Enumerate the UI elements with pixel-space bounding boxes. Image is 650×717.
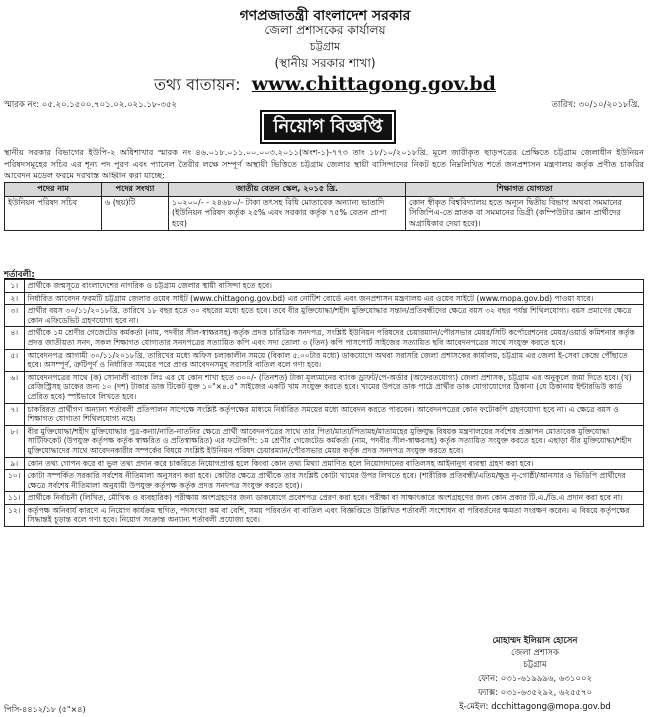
condition-text: প্রার্থীকে জন্মসূত্রে বাংলাদেশের নাগরিক ও চট্টগ্রাম জেলার স্থায়ী বাসিন্দা হতে হবে। bbox=[24, 280, 643, 293]
condition-number: ১০। bbox=[5, 470, 25, 492]
condition-number: ৫। bbox=[5, 349, 25, 371]
condition-number: ২। bbox=[5, 292, 25, 305]
list-item bbox=[5, 403, 644, 425]
table-row bbox=[5, 196, 644, 231]
signatory-place: চট্টগ্রাম bbox=[523, 660, 547, 670]
header-post-count: পদের সংখ্যা bbox=[102, 183, 169, 197]
condition-text: বীর মুক্তিযোদ্ধা/শহীদ মুক্তিযোদ্ধার পুত্র-কন্যা/নাতি-নাতনির ক্ষেত্রে প্রার্থী আবেদনপত্রের সাথে তার পিতা/মাতা/পিতামহ/মাতামহের মুক্তিযুদ্ধ বিষয়ক মন্ত্রণালয়ের সর্বশেষ প্রজ্ঞাপন মোতাবেক মুক্তিযোদ্ধা সার্টিফিকেট (উপযুক্ত কর্তৃপক্ষ কর্তৃক স্বাক্ষরিত ও প্রতিস্বাক্ষরিত) এর ফটোকপি: ১ম শ্রেণীর গেজেটেড কর্মকর্তা (নাম, পদবীর সীল-স্বাক্ষরসহ) কর্তৃক সত্যায়িত সংযুক্ত করতে হবে। এছাড়া বীর মুক্তিযোদ্ধা/শহীদ মুক্তিযোদ্ধাদের সাথে আবেদনকারীর সম্পর্কের বিষয়ে সংশ্লিষ্ট ইউনিয়ন পরিষদ চেয়ারম্যান/পৌরসভার মেয়র কর্তৃক প্রদত্ত সনদপত্র সংযুক্ত করতে হবে। bbox=[24, 425, 643, 457]
signatory-fax: ফ্যাক্স: ০৩১-৬৩৫২৯২, ৬২৫৫৭০ bbox=[477, 688, 593, 698]
condition-number: ১১। bbox=[5, 492, 25, 505]
info-portal-label: তথ্য বাতায়ন: bbox=[154, 75, 241, 94]
condition-number: ৮। bbox=[5, 425, 25, 457]
list-item bbox=[5, 305, 644, 327]
condition-text: কোটা সম্পর্কিত সরকারি সর্বশেষ নীতিমালা অনুসরণ করা হবে। কোটার ক্ষেত্রে প্রার্থীকে তার সংশ্লিষ্ট কোটা খামের উপর লিখতে হবে। (শারীরিক প্রতিবন্ধী/এতিম/ক্ষুদ্র নৃ-গোষ্ঠী/আনসার ও ভিডিপি প্রার্থীদের ক্ষেত্রে সর্বশেষ নীতিমালা অনুযায়ী উপযুক্ত কর্তৃপক্ষ কর্তৃক প্রদত্ত সনদপত্র সংযুক্ত করতে হবে)। bbox=[24, 470, 643, 492]
signatory-phone: ফোন: ০৩১-৬১৯৯৯৬, ৬৩১০০২ bbox=[477, 674, 593, 684]
condition-number: ১২। bbox=[5, 504, 25, 526]
signatory-title: জেলা প্রশাসক bbox=[511, 648, 559, 658]
condition-text: কোন তথ্য গোপন করে বা ভুল তথ্য প্রদান করে চাকরিতে নিয়োগপ্রাপ্ত হলে কিংবা কোন তথ্য মিথ্যা প্রমাণিত হলে নিয়োগদানের বাতিলসহ আইনানুগ ব্যবস্থা গ্রহণ করা হবে। bbox=[24, 457, 643, 470]
condition-number: ১। bbox=[5, 280, 25, 293]
list-item bbox=[5, 425, 644, 457]
signatory-email[interactable]: ই-মেইল: dcchittagong@mopa.gov.bd bbox=[459, 702, 611, 712]
list-item bbox=[5, 504, 644, 526]
memo-number: স্মারক নং: ০৫.২০.১৫০০.৭০১.০২.০২১.১৮-৩৫২ bbox=[4, 100, 178, 110]
info-portal-line bbox=[0, 72, 650, 99]
condition-number: ৪। bbox=[5, 327, 25, 349]
list-item bbox=[5, 492, 644, 505]
post-name-cell: ইউনিয়ন পরিষদ সচিব bbox=[5, 196, 102, 231]
post-count-cell: ৬ (ছয়)টি bbox=[102, 196, 169, 231]
qualification-cell: কোন স্বীকৃত বিশ্ববিদ্যালয় হতে অন্যূন দ্বিতীয় বিভাগ অথবা সমমানের সিজিপিএ-তে স্নাতক বা সমমানের ডিগ্রী (কম্পিউটার জ্ঞান প্রার্থীদের অগ্রাধিকার দেয়া হবে)। bbox=[406, 196, 644, 231]
condition-text: আবেদনপত্রের সাথে (ক) সোনালী ব্যাংক লিঃ এর যে কোন শাখা হতে ৩০০/- (তিনশত) টাকা মূল্যমানের ব্যাংক ড্রাফট/পে-অর্ডার (অফেরতযোগ্য) জেলা প্রশাসক, চট্টগ্রাম এর অনুকূলে জমা দিতে হবে। (খ) রেজিস্ট্রিসহ ডাকের জন্য ১০ (দশ) টাকার ডাক টিকেট যুক্ত ১০"×৪.৫" সাইজের একটি খাম সংযুক্ত করতে হবে। খামের উপরে ডাক পাঠে প্রার্থীর ডাক যোগাযোগের ঠিকানা (যে ঠিকানায় ইন্টারভিউ কার্ড প্রেরিত হবে) স্পষ্টভাবে লিখতে হবে। bbox=[24, 371, 643, 403]
list-item bbox=[5, 349, 644, 371]
header-post-name: পদের নাম bbox=[5, 183, 102, 197]
signatory-name: মোহাম্মদ ইলিয়াস হোসেন bbox=[492, 636, 578, 646]
district-title: চট্টগ্রাম bbox=[309, 40, 341, 53]
posts-table-header bbox=[5, 183, 644, 197]
branch-title: (স্থানীয় সরকার শাখা) bbox=[274, 56, 376, 70]
intro-paragraph: স্থানীয় সরকার বিভাগের ইউপি-২ অধিশাখার স্মারক নং ৪৬.০১৮.০১১.০০.০০৩.২০১১(অংশ-১)-৭৭৩ তাং ১৮/১০/২০১৮খ্রি. মূলে জারীকৃত ছাড়পত্রের প্রেক্ষিতে চট্টগ্রাম জেলাধীন ইউনিয়ন পরিষদসমূহের সচিব এর শূন্য পদ পূরণ এবং প্যানেল তৈরীর লক্ষে সম্পূর্ণ অস্থায়ী ভিত্তিতে চট্টগ্রাম জেলার স্থায়ী বাসিন্দাদের নিকট হতে নিম্নলিখিত শর্তে জনপ্রশাসন মন্ত্রণালয় কর্তৃক প্রণীত চাকরির আবেদন মডেল ফরমে দরখাস্ত আহ্বান করা যাচ্ছে: bbox=[4, 147, 644, 180]
condition-text: চাকরিরত প্রার্থীগণ অন্যান্য শর্তাবলী প্রতিপালন সাপেক্ষে সংশ্লিষ্ট কর্তৃপক্ষের মাধ্যমে নির্ধারিত সময়ের মধ্যে আবেদন করতে পারবেন। আবেদনপত্রের কোন ফটোকপি গ্রহণযোগ্য হবে না। এ ক্ষেত্রে বয়স ও শিক্ষাগত যোগ্যতা শিথিলযোগ্য নহে। bbox=[24, 403, 643, 425]
conditions-title: শর্তাবলী: bbox=[4, 270, 35, 280]
list-item bbox=[5, 280, 644, 293]
posts-table bbox=[4, 182, 644, 231]
list-item bbox=[5, 371, 644, 403]
condition-text: প্রার্থীকে নির্বাচনী (লিখিত, মৌখিক ও ব্যবহারিক) পরীক্ষায় অংশগ্রহণের জন্য ডাকযোগে প্রবেশপত্র প্রেরণ করা হবে। পরীক্ষা বা সাক্ষাৎকারে অংশগ্রহণের জন্য কোন প্রকার টি.এ./ডি.এ প্রদান করা হবে না। bbox=[24, 492, 643, 505]
issue-date: তারিখ: ৩০/১০/২০১৮খ্রি. bbox=[551, 100, 640, 110]
condition-number: ৭। bbox=[5, 403, 25, 425]
condition-number: ৯। bbox=[5, 457, 25, 470]
list-item bbox=[5, 457, 644, 470]
list-item bbox=[5, 327, 644, 349]
condition-text: প্রার্থীর বয়স ৩০/১১/২০১৮খ্রি. তারিখে ১৮ বছর হতে ৩০ বছরের মধ্যে হতে হবে। তবে বীর মুক্তিযোদ্ধা/শহীদ মুক্তিযোদ্ধার সন্তান/প্রতিবন্ধীদের ক্ষেত্রে বয়স ৩২ বছর পর্যন্ত শিথিলযোগ্য। বয়স প্রমাণের ক্ষেত্রে কোন এফিডেভিট গ্রহণযোগ্য হবে না। bbox=[24, 305, 643, 327]
condition-text: প্রার্থীকে ১ম শ্রেণীর গেজেটেড কর্মকর্তা (নাম, পদবীর সীল-স্বাক্ষরসহ) কর্তৃক প্রদত্ত চারিত্রিক সনদপত্র, সংশ্লিষ্ট ইউনিয়ন পরিষদের চেয়ারম্যান/পৌরসভার মেয়র/সিটি কর্পোরেশনের মেয়র/ওয়ার্ড কমিশনার কর্তৃক প্রদত্ত জাতীয়তা সনদ, সকল শিক্ষাগত যোগ্যতার সনদপত্রের সত্যায়িত কপি এবং সদ্য তোলা ৩ (তিন) কপি পাসপোর্ট সাইজের সত্যায়িত ছবি আবেদনপত্রের সাথে সংযুক্ত করতে হবে। bbox=[24, 327, 643, 349]
press-code: পিসি-৪৪১২/১৮ (৫"×৪) bbox=[4, 705, 86, 714]
condition-number: ৬। bbox=[5, 371, 25, 403]
pay-scale-cell: ১০২০০/- - ২৪৬৮০/- টাকা তৎসহ বিধি মোতাবেক অন্যান্য ভাতাদি (ইউনিয়ন পরিষদ কর্তৃক ২৫% এবং সরকার কর্তৃক ৭৫% বেতন প্রাপ্য হবে) bbox=[169, 196, 406, 231]
office-title: জেলা প্রশাসকের কার্যালয় bbox=[264, 23, 386, 37]
header-pay-scale: জাতীয় বেতন স্কেল, ২০১৫ খ্রি. bbox=[169, 183, 406, 197]
list-item bbox=[5, 470, 644, 492]
conditions-table bbox=[4, 279, 644, 527]
condition-text: নির্ধারিত আবেদন ফরমটি চট্টগ্রাম জেলার ওয়েব সাইট (www.chittagong.gov.bd) এর নোটিশ বোর্ডে এবং জনপ্রশাসন মন্ত্রণালয় এর ওয়েব সাইটে (www.mopa.gov.bd) পাওয়া যাবে। bbox=[24, 292, 643, 305]
list-item bbox=[5, 292, 644, 305]
condition-text: কর্তৃপক্ষ অনিবার্য কারণে এ নিয়োগ কার্যক্রম স্থগিত, পদসংখ্যা কম বা বেশি, সময় পরিবর্তন বা বাতিল এবং বিজ্ঞপ্তিতে উল্লিখিত শর্তাবলী সংশোধন বা পরিবর্তনের ক্ষমতা সংরক্ষণ করেন। এ বিষয়ে কর্তৃপক্ষের সিদ্ধান্তই চূড়ান্ত বলে গণ্য হবে। নিয়োগ সংক্রান্ত অন্যান্য শর্তাবলী প্রযোজ্য হবে। bbox=[24, 504, 643, 526]
government-title: গণপ্রজাতন্ত্রী বাংলাদেশ সরকার bbox=[239, 8, 411, 24]
circular-banner: নিয়োগ বিজ্ঞপ্তি bbox=[260, 110, 396, 144]
condition-text: আবেদনপত্র আগামী ৩০/১১/২০১৮খ্রি. তারিখের মধ্যে অফিস চলাকালীন সময়ে (বিকাল ৫.০০টার মধ্যে) ডাকযোগে অথবা সরাসরি জেলা প্রশাসকের কার্যালয়, চট্টগ্রাম এর জেলা ই-সেবা কেন্দ্রে পৌঁছাতে হবে। অসম্পূর্ণ, ত্রুটিপূর্ণ ও নির্ধারিত সময়ের পরে প্রাপ্ত আবেদনসমূহ সরাসরি বাতিল বলে গণ্য হবে। bbox=[24, 349, 643, 371]
website-link[interactable]: www.chittagong.gov.bd bbox=[251, 73, 496, 95]
header-qualification: শিক্ষাগত যোগ্যতা bbox=[406, 183, 644, 197]
condition-number: ৩। bbox=[5, 305, 25, 327]
